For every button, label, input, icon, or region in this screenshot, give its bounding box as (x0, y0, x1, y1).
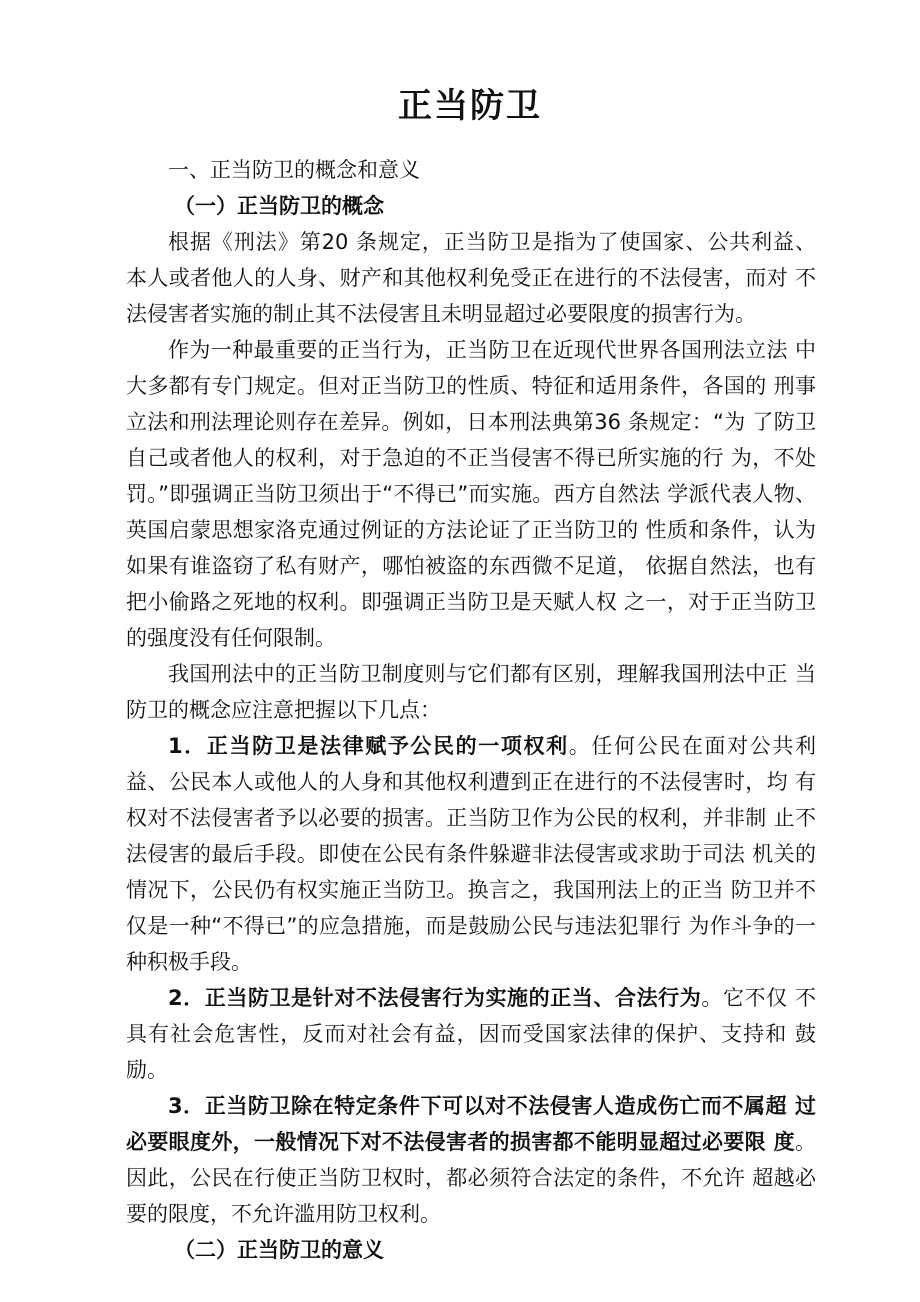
point-1-text: 。任何公民在面对公共利 益、公民本人或他人的人身和其他权利遭到正在进行的不法侵害时，均 有权对不法侵害者予以必要的损害。正当防卫作为公民的权利，并非制 止不法侵害的最后手段。即使在公民有条件躲避非法侵害或求助于司法 机关的情况下，公民仍有权实施正当防卫。换言之，我国刑法上的正当 防卫并不仅是一种“不得已”的应急措施，而是鼓励公民与违法犯罪行 为作斗争的一种积极手段。 (126, 734, 816, 974)
point-2-bold: 2．正当防卫是针对不法侵害行为实施的正当、合法行为 (168, 986, 702, 1010)
point-3-bold: 3．正当防卫除在特定条件下可以对不法侵害人造成伤亡而不属超 过必要眼度外，一般情况下对不法侵害者的损害都不能明显超过必要限 度 (126, 1094, 816, 1154)
point-3-text: 。因此，公民在行使正当防卫权时，都必须符合法定的条件，不允许 超越必要的限度，不允许滥用防卫权利。 (126, 1130, 816, 1226)
paragraph-key-points-intro: 我国刑法中的正当防卫制度则与它们都有区别，理解我国刑法中正 当防卫的概念应注意把握以下几点： (126, 662, 816, 722)
document-title: 正当防卫 (398, 86, 542, 126)
paragraph-definition: 根据《刑法》第20 条规定，正当防卫是指为了使国家、公共利益、 本人或者他人的人身、财产和其他权利免受正在进行的不法侵害，而对 不法侵害者实施的制止其不法侵害且未明显超过必要限度的损害行为。 (126, 230, 816, 326)
point-1 (126, 728, 816, 980)
point-2-text: 。它不仅 不具有社会危害性，反而对社会有益，因而受国家法律的保护、支持和 鼓励。 (126, 986, 816, 1082)
paragraph-comparative-law: 作为一种最重要的正当行为，正当防卫在近现代世界各国刑法立法 中大多都有专门规定。但对正当防卫的性质、特征和适用条件，各国的 刑事立法和刑法理论则存在差异。例如，日本刑法典第36 条规定：“为 了防卫自己或者他人的权利，对于急迫的不正当侵害不得已所实施的行 为，不处罚。”即强调正当防卫须出于“不得已”而实施。西方自然法 学派代表人物、英国启蒙思想家洛克通过例证的方法论证了正当防卫的 性质和条件，认为如果有谁盗窃了私有财产，哪怕被盗的东西微不足道， 依据自然法，也有把小偷路之死地的权利。即强调正当防卫是天赋人权 之一，对于正当防卫的强度没有任何限制。 (126, 338, 816, 650)
section-heading-1: 一、正当防卫的概念和意义 (168, 158, 420, 182)
point-3 (126, 1088, 816, 1232)
document-body (126, 152, 816, 1268)
subsection-heading-1: （一）正当防卫的概念 (174, 194, 384, 218)
point-2 (126, 980, 816, 1088)
subsection-heading-2: （二）正当防卫的意义 (174, 1238, 384, 1262)
point-1-bold: 1．正当防卫是法律赋予公民的一项权利 (168, 734, 569, 758)
